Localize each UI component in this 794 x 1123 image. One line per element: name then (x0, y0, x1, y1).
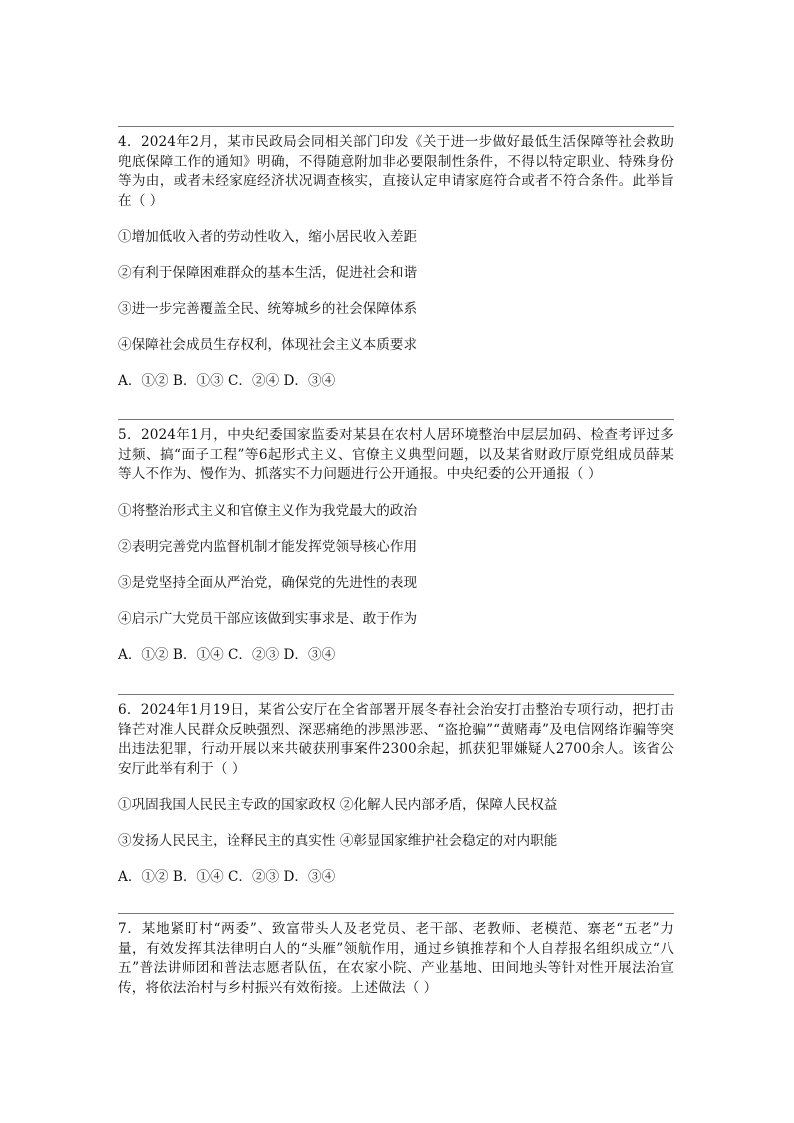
question-7 (118, 913, 674, 998)
question-stem: 7．某地紧盯村“两委”、致富带头人及老党员、老干部、老教师、老模范、寨老“五老”力量，有效发挥其法律明白人的“头雁”领航作用，通过乡镇推荐和个人自荐报名组织成立“八五”普法讲师团和普法志愿者队伍，在农家小院、产业基地、田间地头等针对性开展法治宣传，将依法治村与乡村振兴有效衔接。上述做法（ ） (118, 921, 674, 996)
option-item: ③是党坚持全面从严治党，确保党的先进性的表现 (118, 574, 418, 591)
question-4 (118, 126, 674, 391)
option-item: ②表明完善党内监督机制才能发挥党领导核心作用 (118, 538, 418, 555)
question-stem: 6．2024年1月19日，某省公安厅在全省部署开展冬春社会治安打击整治专项行动，把打击锋芒对准人民群众反映强烈、深恶痛绝的涉黑涉恶、“盗抢骗”“黄赌毒”及电信网络诈骗等突出违法犯罪，行动开展以来共破获刑事案件2300余起，抓获犯罪嫌疑人2700余人。该省公安厅此举有利于（ ） (118, 702, 674, 777)
question-stem: 4．2024年2月，某市民政局会同相关部门印发《关于进一步做好最低生活保障等社会救助兜底保障工作的通知》明确，不得随意附加非必要限制性条件，不得以特定职业、特殊身份等为由，或者未经家庭经济状况调查核实，直接认定申请家庭符合或者不符合条件。此举旨在（ ） (118, 134, 674, 209)
answer-choices: A．①② B．①③ C．②④ D．③④ (118, 373, 336, 389)
option-item: ①巩固我国人民民主专政的国家政权 ②化解人民内部矛盾，保障人民权益 (118, 797, 558, 813)
option-item: ③发扬人民民主，诠释民主的真实性 ④彰显国家维护社会稳定的对内职能 (118, 833, 558, 849)
question-divider (118, 694, 674, 695)
option-item: ①将整治形式主义和官僚主义作为我党最大的政治 (118, 502, 418, 519)
answer-choices: A．①② B．①④ C．②③ D．③④ (118, 869, 336, 885)
option-item: ③进一步完善覆盖全民、统筹城乡的社会保障体系 (118, 301, 418, 317)
question-divider (118, 126, 674, 127)
question-divider (118, 913, 674, 914)
option-item: ④保障社会成员生存权利，体现社会主义本质要求 (118, 337, 418, 353)
answer-choices: A．①② B．①④ C．②③ D．③④ (118, 646, 336, 663)
question-stem: 5．2024年1月，中央纪委国家监委对某县在农村人居环境整治中层层加码、检查考评过多过频、搞“面子工程”等6起形式主义、官僚主义典型问题，以及某省财政厅原党组成员薛某等人不作为、慢作为、抓落实不力问题进行公开通报。中央纪委的公开通报（ ） (118, 427, 674, 482)
option-item: ④启示广大党员干部应该做到实事求是、敢于作为 (118, 610, 418, 627)
question-6 (118, 694, 674, 887)
question-5 (118, 419, 674, 665)
option-item: ①增加低收入者的劳动性收入，缩小居民收入差距 (118, 229, 418, 245)
option-item: ②有利于保障困难群众的基本生活，促进社会和谐 (118, 265, 418, 281)
question-divider (118, 419, 674, 420)
